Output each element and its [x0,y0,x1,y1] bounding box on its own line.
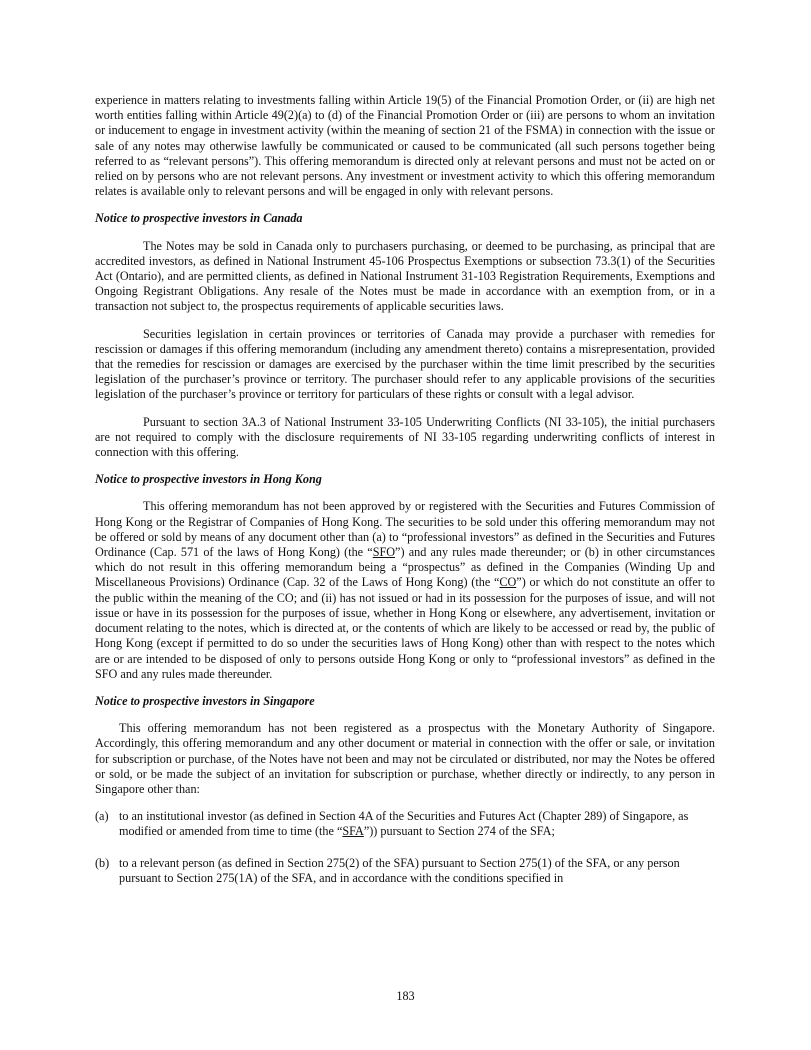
sfo-defined-term: SFO [372,545,396,560]
hong-kong-text-2: ”) and any rules made thereunder; or (b) in other circumstances which do not result in this offering memorandum being a “prospectus” as defined in the Companies (Winding Up and Miscellaneous Provisions) Ordinance (Cap. 32 of the Laws of Hong Kong) (the “ [95,545,715,590]
canada-heading: Notice to prospective investors in Canada [95,211,303,226]
item-a-text-1: to an institutional investor (as defined in Section 4A of the Securities and Futures Act (Chapter 289) of Singapore, as modified or amended from time to time (the “ [119,809,689,839]
co-defined-term: CO [499,575,517,590]
sfa-defined-term: SFA [342,824,364,839]
page-number: 183 [396,989,415,1003]
item-a-text [119,809,715,839]
item-a-label: (a) [95,809,109,824]
hong-kong-text-3: ”) or which do not constitute an offer to the public within the meaning of the CO; and (ii) has not issued or had in its possession for the purposes of issue, and will not issue or have in its possession for the purposes of issue, whether in Hong Kong or elsewhere, any advertisement, invitation or document relating to the notes, which is directed at, or the contents of which are likely to be accessed or read by, the public of Hong Kong (except if permitted to do so under the securities laws of Hong Kong) other than with respect to the notes which are or are intended to be disposed of only to persons outside Hong Kong or only to “professional investors” as defined in the SFO and any rules made thereunder. [95,575,716,681]
item-b-text: to a relevant person (as defined in Section 275(2) of the SFA) pursuant to Section 275(1) of the SFA, or any person pursuant to Section 275(1A) of the SFA, and in accordance with the conditions specified in [119,855,680,885]
singapore-heading: Notice to prospective investors in Singapore [95,693,315,708]
canada-paragraph-2: Securities legislation in certain provinces or territories of Canada may provide a purchaser with remedies for rescission or damages if this offering memorandum (including any amendment thereto) contains a misrepresentation, provided that the remedies for rescission or damages are exercised by the purchaser within the time limit prescribed by the securities legislation of the purchaser’s province or territory. The purchaser should refer to any applicable provisions of the securities legislation of the purchaser’s province or territory for particulars of these rights or consult with a legal advisor. [95,326,715,402]
document-body [95,93,715,902]
hong-kong-text-1: This offering memorandum has not been approved by or registered with the Securities and Futures Commission of Hong Kong or the Registrar of Companies of Hong Kong. The securities to be sold under this offering memorandum may not be offered or sold by means of any document other than (a) to “professional investors” as defined in the Securities and Futures Ordinance (Cap. 571 of the laws of Hong Kong) (the “ [95,499,715,560]
singapore-item-a [95,809,715,839]
item-a-text-2: ”)) pursuant to Section 274 of the SFA; [363,824,555,839]
singapore-item-b [95,856,715,886]
hong-kong-paragraph [95,499,715,681]
canada-paragraph-3: Pursuant to section 3A.3 of National Instrument 33-105 Underwriting Conflicts (NI 33-105), the initial purchasers are not required to comply with the disclosure requirements of NI 33-105 regarding underwriting conflicts of interest in connection with this offering. [95,414,715,460]
canada-paragraph-1: The Notes may be sold in Canada only to purchasers purchasing, or deemed to be purchasing, as principal that are accredited investors, as defined in National Instrument 45-106 Prospectus Exemptions or subsection 73.3(1) of the Securities Act (Ontario), and are permitted clients, as defined in National Instrument 31-103 Registration Requirements, Exemptions and Ongoing Registrant Obligations. Any resale of the Notes must be made in accordance with an exemption from, or in a transaction not subject to, the prospectus requirements of applicable securities laws. [95,238,715,314]
hong-kong-heading: Notice to prospective investors in Hong Kong [95,472,322,487]
intro-paragraph: experience in matters relating to investments falling within Article 19(5) of the Financial Promotion Order, or (ii) are high net worth entities falling within Article 49(2)(a) to (d) of the Financial Promotion Order or (iii) are persons to whom an invitation or inducement to engage in investment activity (within the meaning of section 21 of the FSMA) in connection with the issue or sale of any notes may otherwise lawfully be communicated or caused to be communicated (all such persons together being referred to as “relevant persons”). This offering memorandum is directed only at relevant persons and must not be acted on or relied on by persons who are not relevant persons. Any investment or investment activity to which this offering memorandum relates is available only to relevant persons and will be engaged in only with relevant persons. [95,93,715,199]
item-b-label: (b) [95,855,110,870]
singapore-paragraph: This offering memorandum has not been registered as a prospectus with the Monetary Authority of Singapore. Accordingly, this offering memorandum and any other document or material in connection with the offer or sale, or invitation for subscription or purchase, of the Notes have not been and may not be circulated or distributed, nor may the Notes be offered or sold, or be made the subject of an invitation for subscription or purchase, whether directly or indirectly, to any person in Singapore other than: [95,721,715,796]
